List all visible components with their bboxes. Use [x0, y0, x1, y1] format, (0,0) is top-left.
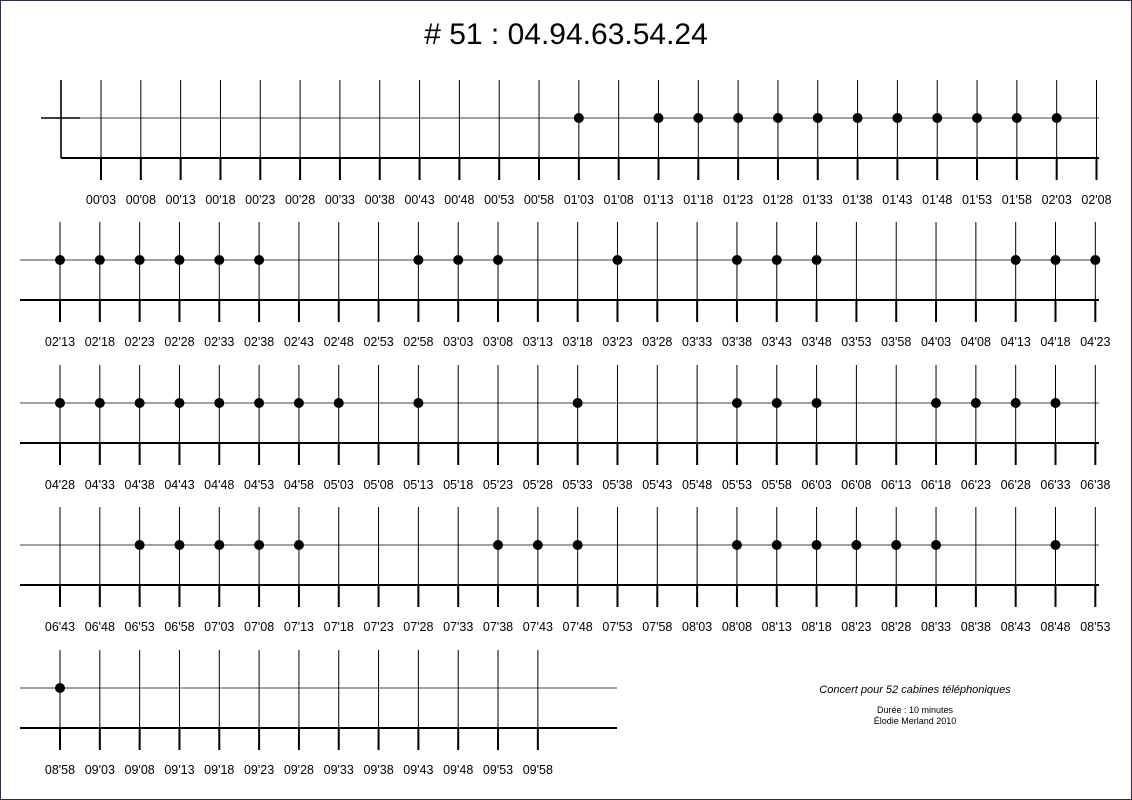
- call-dot: [612, 255, 622, 265]
- call-dot: [773, 113, 783, 123]
- call-dot: [772, 398, 782, 408]
- call-dot: [1011, 398, 1021, 408]
- time-label: 09'18: [204, 763, 235, 777]
- time-label: 06'03: [801, 478, 832, 492]
- time-label: 09'13: [164, 763, 195, 777]
- time-label: 08'23: [841, 620, 872, 634]
- time-label: 02'03: [1041, 193, 1072, 207]
- time-label: 08'03: [682, 620, 713, 634]
- call-dot: [1051, 540, 1061, 550]
- call-dot: [95, 398, 105, 408]
- time-label: 08'53: [1080, 620, 1111, 634]
- time-label: 02'28: [164, 335, 195, 349]
- call-dot: [413, 398, 423, 408]
- call-dot: [55, 255, 65, 265]
- time-label: 05'28: [522, 478, 553, 492]
- time-label: 09'58: [522, 763, 553, 777]
- time-label: 09'08: [124, 763, 155, 777]
- time-label: 00'38: [364, 193, 395, 207]
- time-label: 04'28: [44, 478, 76, 492]
- call-dot: [812, 398, 822, 408]
- time-label: 09'48: [443, 763, 474, 777]
- time-label: 08'08: [721, 620, 753, 634]
- time-label: 02'13: [44, 335, 76, 349]
- time-label: 08'28: [881, 620, 912, 634]
- time-label: 02'23: [124, 335, 155, 349]
- time-label: 07'38: [482, 620, 514, 634]
- time-label: 08'43: [1000, 620, 1031, 634]
- time-label: 01'48: [922, 193, 953, 207]
- time-label: 02'48: [323, 335, 354, 349]
- time-label: 09'53: [482, 763, 514, 777]
- time-label: 01'43: [882, 193, 913, 207]
- call-dot: [812, 255, 822, 265]
- score-title: # 51 : 04.94.63.54.24: [424, 18, 708, 51]
- call-dot: [174, 255, 184, 265]
- time-label: 07'53: [602, 620, 633, 634]
- time-label: 09'03: [84, 763, 115, 777]
- work-title: Concert pour 52 cabines téléphoniques: [819, 684, 1011, 696]
- time-label: 04'48: [204, 478, 235, 492]
- call-dot: [891, 540, 901, 550]
- time-label: 00'28: [284, 193, 316, 207]
- time-label: 03'33: [682, 335, 713, 349]
- time-label: 06'48: [84, 620, 115, 634]
- call-dot: [693, 113, 703, 123]
- call-dot: [1011, 255, 1021, 265]
- time-label: 01'33: [802, 193, 833, 207]
- call-dot: [135, 540, 145, 550]
- time-label: 01'03: [563, 193, 594, 207]
- time-label: 05'08: [363, 478, 394, 492]
- time-label: 04'53: [243, 478, 275, 492]
- time-label: 00'53: [484, 193, 515, 207]
- call-dot: [573, 540, 583, 550]
- time-label: 04'18: [1040, 335, 1071, 349]
- time-label: 08'58: [44, 763, 76, 777]
- time-label: 03'08: [482, 335, 514, 349]
- time-label: 01'28: [762, 193, 794, 207]
- time-label: 02'58: [403, 335, 434, 349]
- time-label: 08'13: [761, 620, 792, 634]
- time-label: 06'38: [1080, 478, 1111, 492]
- time-label: 06'23: [960, 478, 991, 492]
- call-dot: [812, 540, 822, 550]
- call-dot: [1090, 255, 1100, 265]
- time-label: 06'13: [881, 478, 912, 492]
- call-dot: [732, 398, 742, 408]
- call-dot: [931, 540, 941, 550]
- call-dot: [932, 113, 942, 123]
- time-label: 04'33: [84, 478, 115, 492]
- time-label: 03'43: [761, 335, 792, 349]
- call-dot: [493, 540, 503, 550]
- time-label: 06'53: [124, 620, 155, 634]
- time-label: 02'18: [84, 335, 115, 349]
- time-label: 07'28: [403, 620, 434, 634]
- time-label: 00'43: [404, 193, 435, 207]
- credits-block: [780, 684, 1050, 726]
- author-text: Élodie Merland 2010: [873, 716, 957, 726]
- call-dot: [493, 255, 503, 265]
- call-dot: [732, 540, 742, 550]
- time-label: 05'48: [682, 478, 713, 492]
- time-label: 05'53: [721, 478, 753, 492]
- time-label: 08'38: [960, 620, 991, 634]
- time-label: 01'13: [643, 193, 674, 207]
- call-dot: [214, 398, 224, 408]
- time-label: 08'18: [801, 620, 832, 634]
- call-dot: [853, 113, 863, 123]
- call-dot: [931, 398, 941, 408]
- time-label: 03'23: [602, 335, 633, 349]
- time-label: 03'13: [522, 335, 553, 349]
- time-label: 06'43: [44, 620, 76, 634]
- time-label: 00'58: [523, 193, 555, 207]
- call-dot: [733, 113, 743, 123]
- call-dot: [294, 398, 304, 408]
- time-label: 05'33: [562, 478, 593, 492]
- time-label: 01'18: [683, 193, 714, 207]
- call-dot: [573, 398, 583, 408]
- time-label: 05'23: [482, 478, 514, 492]
- duration-text: Durée : 10 minutes: [876, 705, 954, 715]
- time-label: 06'28: [1000, 478, 1031, 492]
- time-label: 05'18: [443, 478, 474, 492]
- time-label: 07'43: [522, 620, 553, 634]
- time-label: 05'03: [323, 478, 354, 492]
- time-label: 01'08: [603, 193, 634, 207]
- time-label: 00'18: [205, 193, 236, 207]
- time-label: 07'08: [243, 620, 275, 634]
- call-dot: [1052, 113, 1062, 123]
- call-dot: [174, 540, 184, 550]
- time-label: 03'48: [801, 335, 832, 349]
- time-label: 04'43: [164, 478, 195, 492]
- call-dot: [214, 540, 224, 550]
- time-label: 00'13: [165, 193, 196, 207]
- time-label: 09'28: [283, 763, 315, 777]
- time-label: 02'08: [1081, 193, 1112, 207]
- call-dot: [1051, 255, 1061, 265]
- time-label: 02'53: [363, 335, 394, 349]
- time-label: 01'53: [961, 193, 993, 207]
- time-label: 06'18: [920, 478, 952, 492]
- time-label: 05'38: [602, 478, 633, 492]
- call-dot: [294, 540, 304, 550]
- time-label: 04'38: [124, 478, 155, 492]
- time-label: 06'08: [841, 478, 872, 492]
- time-label: 07'18: [323, 620, 354, 634]
- time-label: 03'28: [642, 335, 673, 349]
- call-dot: [334, 398, 344, 408]
- call-dot: [95, 255, 105, 265]
- time-label: 05'58: [761, 478, 792, 492]
- time-label: 05'13: [403, 478, 434, 492]
- time-label: 01'58: [1001, 193, 1032, 207]
- time-label: 01'23: [723, 193, 754, 207]
- time-label: 04'03: [920, 335, 952, 349]
- time-label: 03'18: [562, 335, 593, 349]
- time-label: 00'03: [85, 193, 117, 207]
- time-label: 02'43: [283, 335, 315, 349]
- time-label: 04'13: [1000, 335, 1031, 349]
- time-label: 07'33: [443, 620, 474, 634]
- time-label: 00'08: [125, 193, 156, 207]
- time-label: 08'33: [920, 620, 952, 634]
- call-dot: [55, 683, 65, 693]
- call-dot: [533, 540, 543, 550]
- call-dot: [574, 113, 584, 123]
- time-label: 09'38: [363, 763, 394, 777]
- call-dot: [732, 255, 742, 265]
- call-dot: [972, 113, 982, 123]
- call-dot: [971, 398, 981, 408]
- time-label: 07'13: [283, 620, 315, 634]
- call-dot: [214, 255, 224, 265]
- time-label: 03'58: [881, 335, 912, 349]
- call-dot: [772, 540, 782, 550]
- call-dot: [413, 255, 423, 265]
- time-label: 01'38: [842, 193, 873, 207]
- time-label: 04'08: [960, 335, 991, 349]
- call-dot: [813, 113, 823, 123]
- time-label: 07'03: [204, 620, 235, 634]
- time-label: 04'58: [283, 478, 315, 492]
- call-dot: [254, 540, 264, 550]
- time-label: 06'33: [1040, 478, 1071, 492]
- time-label: 07'48: [562, 620, 593, 634]
- time-label: 04'23: [1080, 335, 1111, 349]
- time-label: 09'33: [323, 763, 354, 777]
- time-label: 03'38: [721, 335, 753, 349]
- time-label: 07'23: [363, 620, 394, 634]
- call-dot: [1012, 113, 1022, 123]
- call-dot: [453, 255, 463, 265]
- call-dot: [851, 540, 861, 550]
- call-dot: [892, 113, 902, 123]
- time-label: 03'53: [841, 335, 872, 349]
- time-label: 02'33: [204, 335, 235, 349]
- call-dot: [254, 398, 264, 408]
- time-label: 07'58: [642, 620, 673, 634]
- call-dot: [1051, 398, 1061, 408]
- time-label: 03'03: [443, 335, 474, 349]
- time-label: 02'38: [243, 335, 275, 349]
- time-label: 09'23: [243, 763, 275, 777]
- call-dot: [772, 255, 782, 265]
- time-label: 00'33: [324, 193, 356, 207]
- call-dot: [55, 398, 65, 408]
- time-label: 05'43: [642, 478, 673, 492]
- time-label: 08'48: [1040, 620, 1071, 634]
- time-label: 00'23: [245, 193, 276, 207]
- time-label: 09'43: [403, 763, 434, 777]
- call-dot: [174, 398, 184, 408]
- call-dot: [135, 398, 145, 408]
- call-dot: [254, 255, 264, 265]
- call-dot: [135, 255, 145, 265]
- time-label: 06'58: [164, 620, 195, 634]
- call-dot: [653, 113, 663, 123]
- time-label: 00'48: [444, 193, 475, 207]
